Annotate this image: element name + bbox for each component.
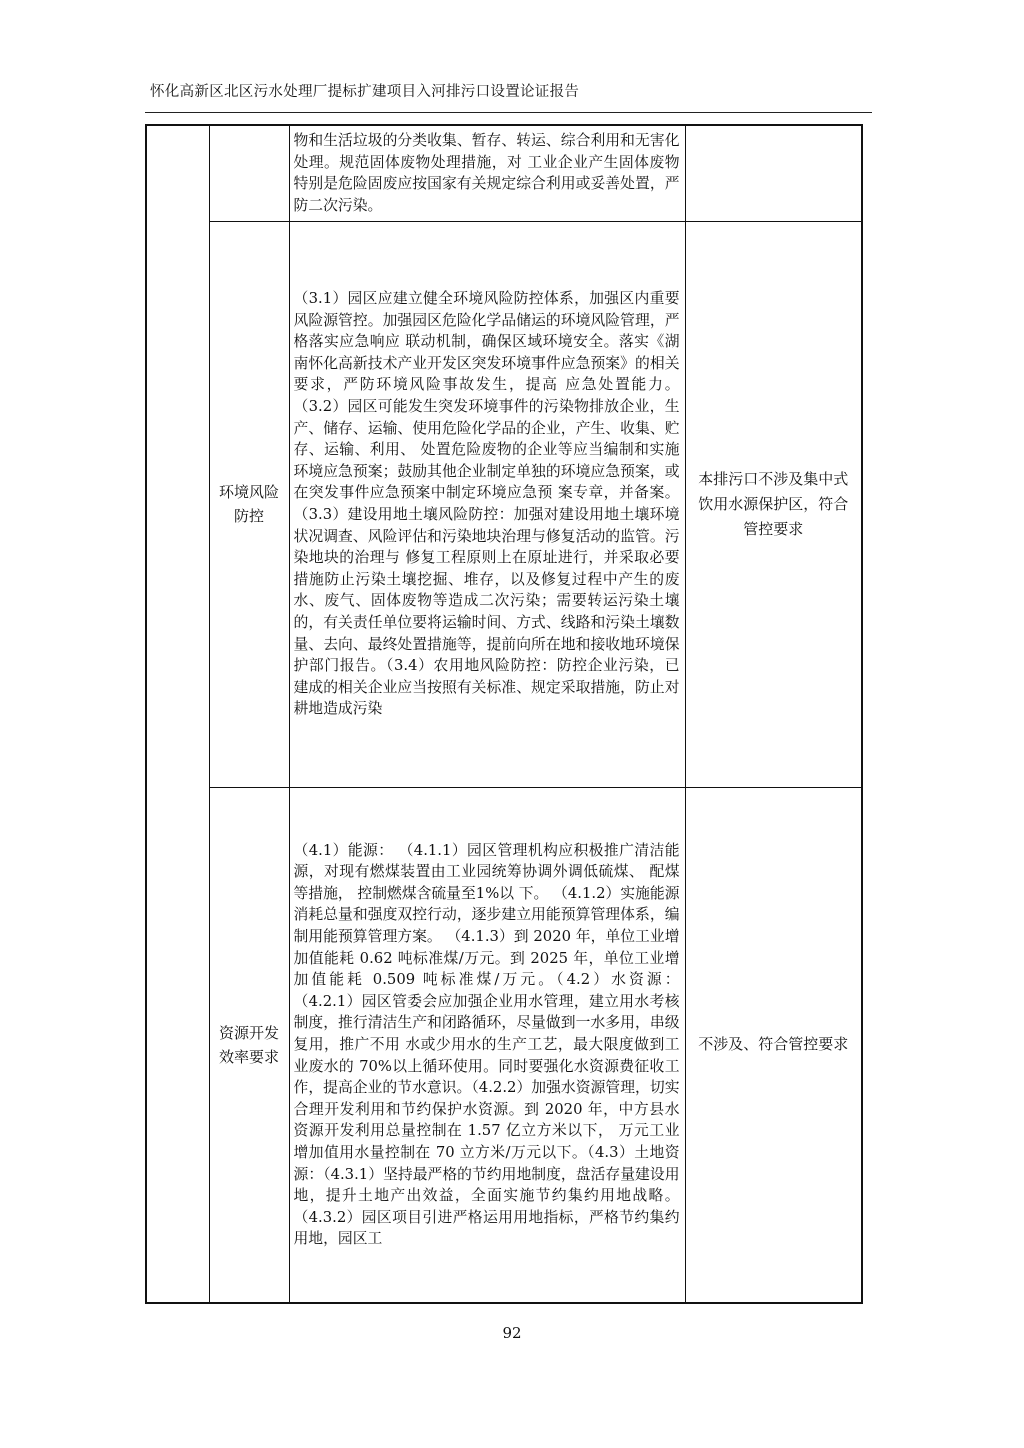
page-number: 92 xyxy=(502,1324,522,1342)
table-row xyxy=(146,787,862,1303)
requirement-text: （3.1）园区应建立健全环境风险防控体系，加强区内重要风险源管控。加强园区危险化学品储运的环境风险管理，严格落实应急响应 联动机制，确保区域环境安全。落实《湖南怀化高新技术产业开发区突发环境事件应急预案》的相关要求，严防环境风险事故发生，提高 应急处置能力。 （3.2）园区可能发生突发环境事件的污染物排放企业，生产、储存、运输、使用危险化学品的企业，产生、收集、贮存、运输、利用、 处置危险废物的企业等应当编制和实施环境应急预案；鼓励其他企业制定单独的环境应急预案，或在突发事件应急预案中制定环境应急预 案专章，并备案。（3.3）建设用地土壤风险防控：加强对建设用地土壤环境状况调查、风险评估和污染地块治理与修复活动的监管。污染地块的治理与 修复工程原则上在原址进行，并采取必要措施防止污染土壤挖掘、堆存，以及修复过程中产生的废水、废气、固体废物等造成二次污染；需要转运污染土壤的，有关责任单位要将运输时间、方式、线路和污染土壤数量、去向、最终处置措施等，提前向所在地和接收地环境保 护部门报告。（3.4）农用地风险防控：防控企业污染，已建成的相关企业应当按照有关标准、规定采取措施，防止对耕地造成污染 xyxy=(293,290,680,718)
requirement-text: （4.1）能源： （4.1.1）园区管理机构应积极推广清洁能源，对现有燃煤装置由工业园统筹协调外调低硫煤、 配煤等措施， 控制燃煤含硫量至1%以 下。 （4.1.2）实施能源消耗总量和强度双控行动，逐步建立用能预算管理体系，编制用能预算管理方案。 （4.1.3）到 2020 年，单位工业增加值能耗 0.62 吨标准煤/万元。到 2025 年，单位工业增加值能耗 0.509 吨标准煤/万元。（4.2）水资源： （4.2.1）园区管委会应加强企业用水管理，建立用水考核制度，推行清洁生产和闭路循环，尽量做到一水多用，串级复用，推广不用 水或少用水的生产工艺，最大限度做到工业废水的 70%以上循环使用。同时要强化水资源费征收工作，提高企业的节水意识。（4.2.2）加强水资源管理，切实合理开发利用和节约保护水资源。到 2020 年，中方县水资源开发利用总量控制在 1.57 亿立方米以下， 万元工业增加值用水量控制在 70 立方米/万元以下。（4.3）土地资源：（4.3.1）坚持最严格的节约用地制度，盘活存量建设用地，提升土地产出效益，全面实施节约集约用地战略。 （4.3.2）园区项目引进严格运用用地指标，严格节约集约用地，园区工 xyxy=(293,841,680,1248)
compliance-text: 本排污口不涉及集中式饮用水源保护区，符合管控要求 xyxy=(698,469,849,538)
header-divider xyxy=(145,112,872,113)
table-row xyxy=(146,221,862,787)
category-cell xyxy=(209,787,289,1303)
control-requirements-table xyxy=(145,124,863,1304)
requirement-text: 物和生活垃圾的分类收集、暂存、转运、综合利用和无害化处理。规范固体废物处理措施，对 工业企业产生固体废物特别是危险固废应按国家有关规定综合利用或妥善处置，严防二次污染。 xyxy=(293,132,680,214)
judgement-cell xyxy=(685,125,862,221)
category-label: 资源开发效率要求 xyxy=(218,1023,279,1066)
category-cell xyxy=(209,125,289,221)
judgement-cell xyxy=(685,221,862,787)
document-header-title: 怀化高新区北区污水处理厂提标扩建项目入河排污口设置论证报告 xyxy=(150,84,580,100)
content-cell xyxy=(289,125,685,221)
compliance-text: 不涉及、符合管控要求 xyxy=(698,1035,849,1054)
table-row xyxy=(146,125,862,221)
category-label: 环境风险防控 xyxy=(218,483,279,525)
judgement-cell xyxy=(685,787,862,1303)
leftmost-merged-cell xyxy=(146,125,209,1303)
content-cell xyxy=(289,221,685,787)
category-cell xyxy=(209,221,289,787)
content-cell xyxy=(289,787,685,1303)
